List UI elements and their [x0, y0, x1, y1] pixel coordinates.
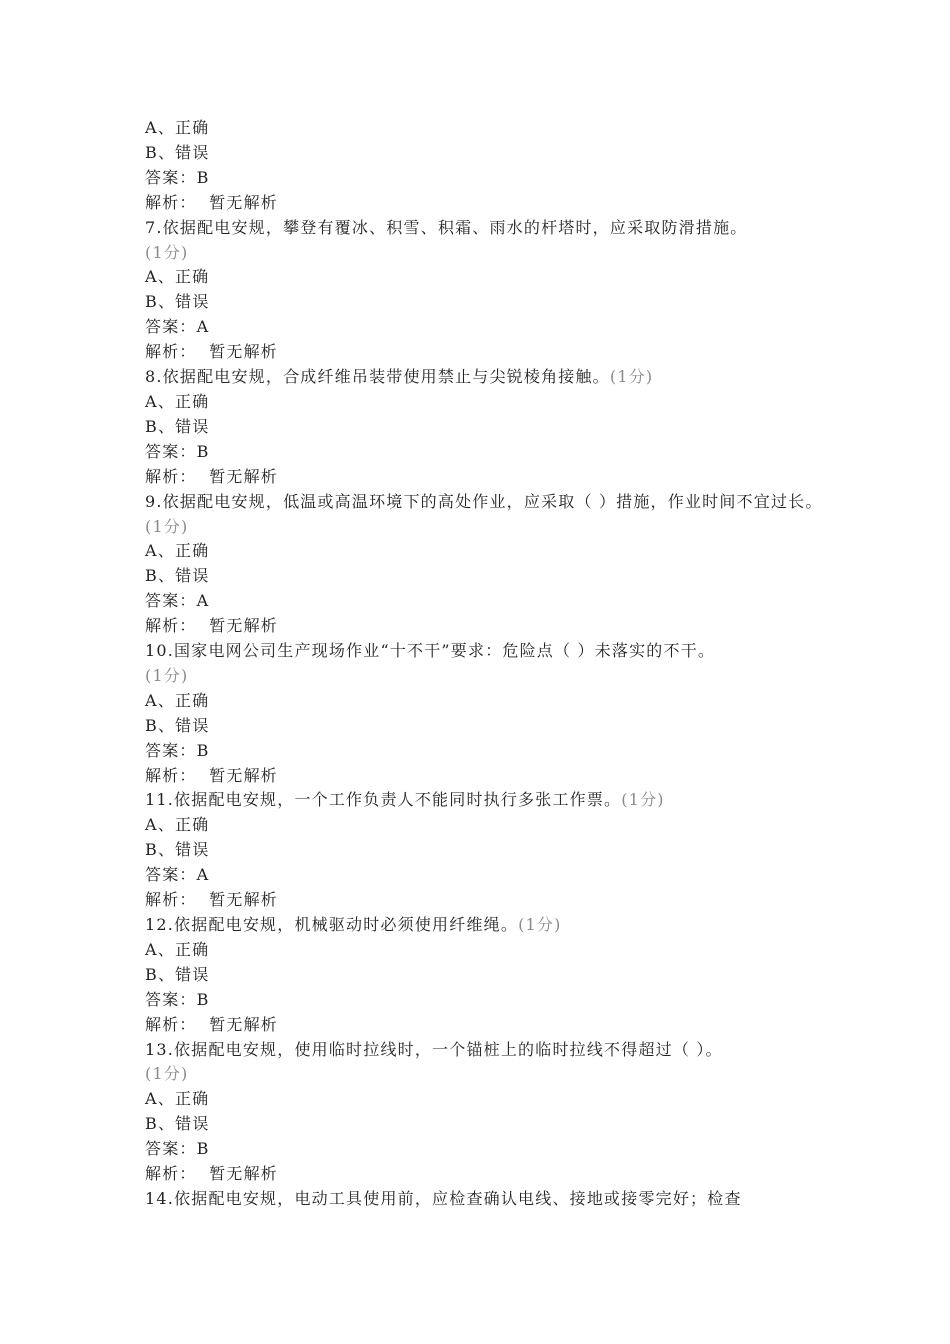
analysis-text: 暂无解析 [209, 1164, 278, 1184]
question-13 [145, 1038, 825, 1187]
answer-line [145, 1137, 825, 1162]
option-a: A、正确 [145, 118, 210, 137]
analysis-label: 解析： [145, 342, 197, 362]
option-a: A、正确 [145, 815, 210, 835]
answer-label: 答案： [145, 740, 197, 760]
question-number: 12. [145, 915, 175, 934]
answer-label: 答案： [145, 591, 197, 611]
document-page [145, 116, 825, 1212]
question-number: 11. [145, 790, 175, 810]
question-text: 国家电网公司生产现场作业“十不干”要求：危险点（ ）未落实的不干。 [174, 641, 716, 661]
question-number: 13. [145, 1039, 175, 1059]
question-text: 依据配电安规，低温或高温环境下的高处作业，应采取（ ）措施，作业时间不宜过长。 [162, 491, 823, 511]
option-b: B、错误 [145, 566, 210, 586]
analysis-label: 解析： [145, 765, 197, 785]
question-score: (1分) [145, 242, 189, 262]
analysis-label: 解析： [145, 192, 197, 212]
analysis-text: 暂无解析 [209, 192, 278, 212]
question-stem [145, 639, 825, 689]
question-7 [145, 216, 825, 365]
question-score: (1分) [145, 665, 189, 685]
option-b: B、错误 [145, 715, 210, 735]
answer-label: 答案： [145, 1139, 197, 1159]
question-stem [145, 1187, 825, 1212]
question-8 [145, 365, 825, 490]
question-number: 10. [145, 641, 175, 661]
question-12 [145, 913, 825, 1038]
analysis-line [145, 614, 825, 639]
option-b: B、错误 [145, 416, 210, 436]
answer-line [145, 988, 825, 1013]
question-stem [145, 216, 825, 266]
analysis-line [145, 1162, 825, 1187]
answer-label: 答案： [145, 989, 197, 1009]
question-number: 8. [145, 367, 163, 387]
option-b: B、错误 [145, 292, 210, 312]
option-b: B、错误 [145, 840, 210, 860]
option-a: A、正确 [145, 939, 210, 959]
analysis-text: 暂无解析 [209, 342, 278, 362]
option-b: B、错误 [145, 142, 210, 162]
question-text: 依据配电安规，攀登有覆冰、积雪、积霜、雨水的杆塔时，应采取防滑措施。 [162, 217, 748, 237]
question-stem [145, 490, 825, 540]
option-b: B、错误 [145, 964, 210, 984]
answer-label: 答案： [145, 441, 197, 461]
question-stem [145, 1038, 825, 1088]
question-text: 依据配电安规，使用临时拉线时，一个锚桩上的临时拉线不得超过（ ）。 [174, 1039, 723, 1059]
answer-value: A [196, 865, 210, 885]
question-text: 依据配电安规，合成纤维吊装带使用禁止与尖锐棱角接触。 [162, 367, 610, 387]
analysis-text: 暂无解析 [209, 1014, 278, 1034]
option-a: A、正确 [145, 690, 210, 710]
answer-value: B [196, 740, 210, 760]
question-score: (1分) [518, 915, 562, 934]
answer-line [145, 863, 825, 888]
answer-value: B [196, 167, 210, 187]
analysis-text: 暂无解析 [209, 765, 278, 785]
answer-value: B [196, 441, 210, 461]
option-a: A、正确 [145, 391, 210, 411]
answer-line [145, 315, 825, 340]
question-stem [145, 788, 825, 813]
answer-value: B [196, 1139, 210, 1159]
answer-value: A [196, 317, 210, 337]
answer-label: 答案： [145, 317, 197, 337]
analysis-line [145, 340, 825, 365]
question-stem [145, 913, 825, 938]
question-11 [145, 788, 825, 913]
question-stem [145, 365, 825, 390]
question-text: 依据配电安规，一个工作负责人不能同时执行多张工作票。 [174, 790, 622, 810]
analysis-line [145, 1013, 825, 1038]
question-score: (1分) [145, 1064, 189, 1084]
question-number: 14. [145, 1188, 175, 1208]
answer-value: B [196, 989, 210, 1009]
answer-line [145, 440, 825, 465]
analysis-text: 暂无解析 [209, 616, 278, 636]
answer-line [145, 739, 825, 764]
option-b: B、错误 [145, 1114, 210, 1134]
question-10 [145, 639, 825, 788]
question-score: (1分) [145, 516, 189, 536]
analysis-label: 解析： [145, 1014, 197, 1034]
analysis-text: 暂无解析 [209, 466, 278, 486]
analysis-label: 解析： [145, 1164, 197, 1184]
analysis-line [145, 764, 825, 789]
question-9 [145, 490, 825, 639]
answer-label: 答案： [145, 865, 197, 885]
analysis-line [145, 888, 825, 913]
analysis-line [145, 465, 825, 490]
analysis-label: 解析： [145, 466, 197, 486]
question-text: 依据配电安规，电动工具使用前，应检查确认电线、接地或接零完好；检查 [174, 1188, 742, 1208]
question-number: 7. [145, 217, 163, 237]
answer-line [145, 166, 825, 191]
question-score: (1分) [621, 790, 665, 810]
answer-value: A [196, 591, 210, 611]
question-score: (1分) [609, 367, 654, 387]
analysis-line [145, 191, 825, 216]
option-a: A、正确 [145, 541, 210, 561]
option-a: A、正确 [145, 1089, 210, 1109]
question-14 [145, 1187, 825, 1212]
analysis-label: 解析： [145, 890, 197, 910]
analysis-text: 暂无解析 [209, 890, 278, 910]
question-text: 依据配电安规，机械驱动时必须使用纤维绳。 [174, 915, 519, 934]
analysis-label: 解析： [145, 616, 197, 636]
question-6-tail [145, 116, 825, 216]
question-number: 9. [145, 491, 163, 511]
answer-label: 答案： [145, 167, 197, 187]
answer-line [145, 589, 825, 614]
option-a: A、正确 [145, 267, 210, 287]
